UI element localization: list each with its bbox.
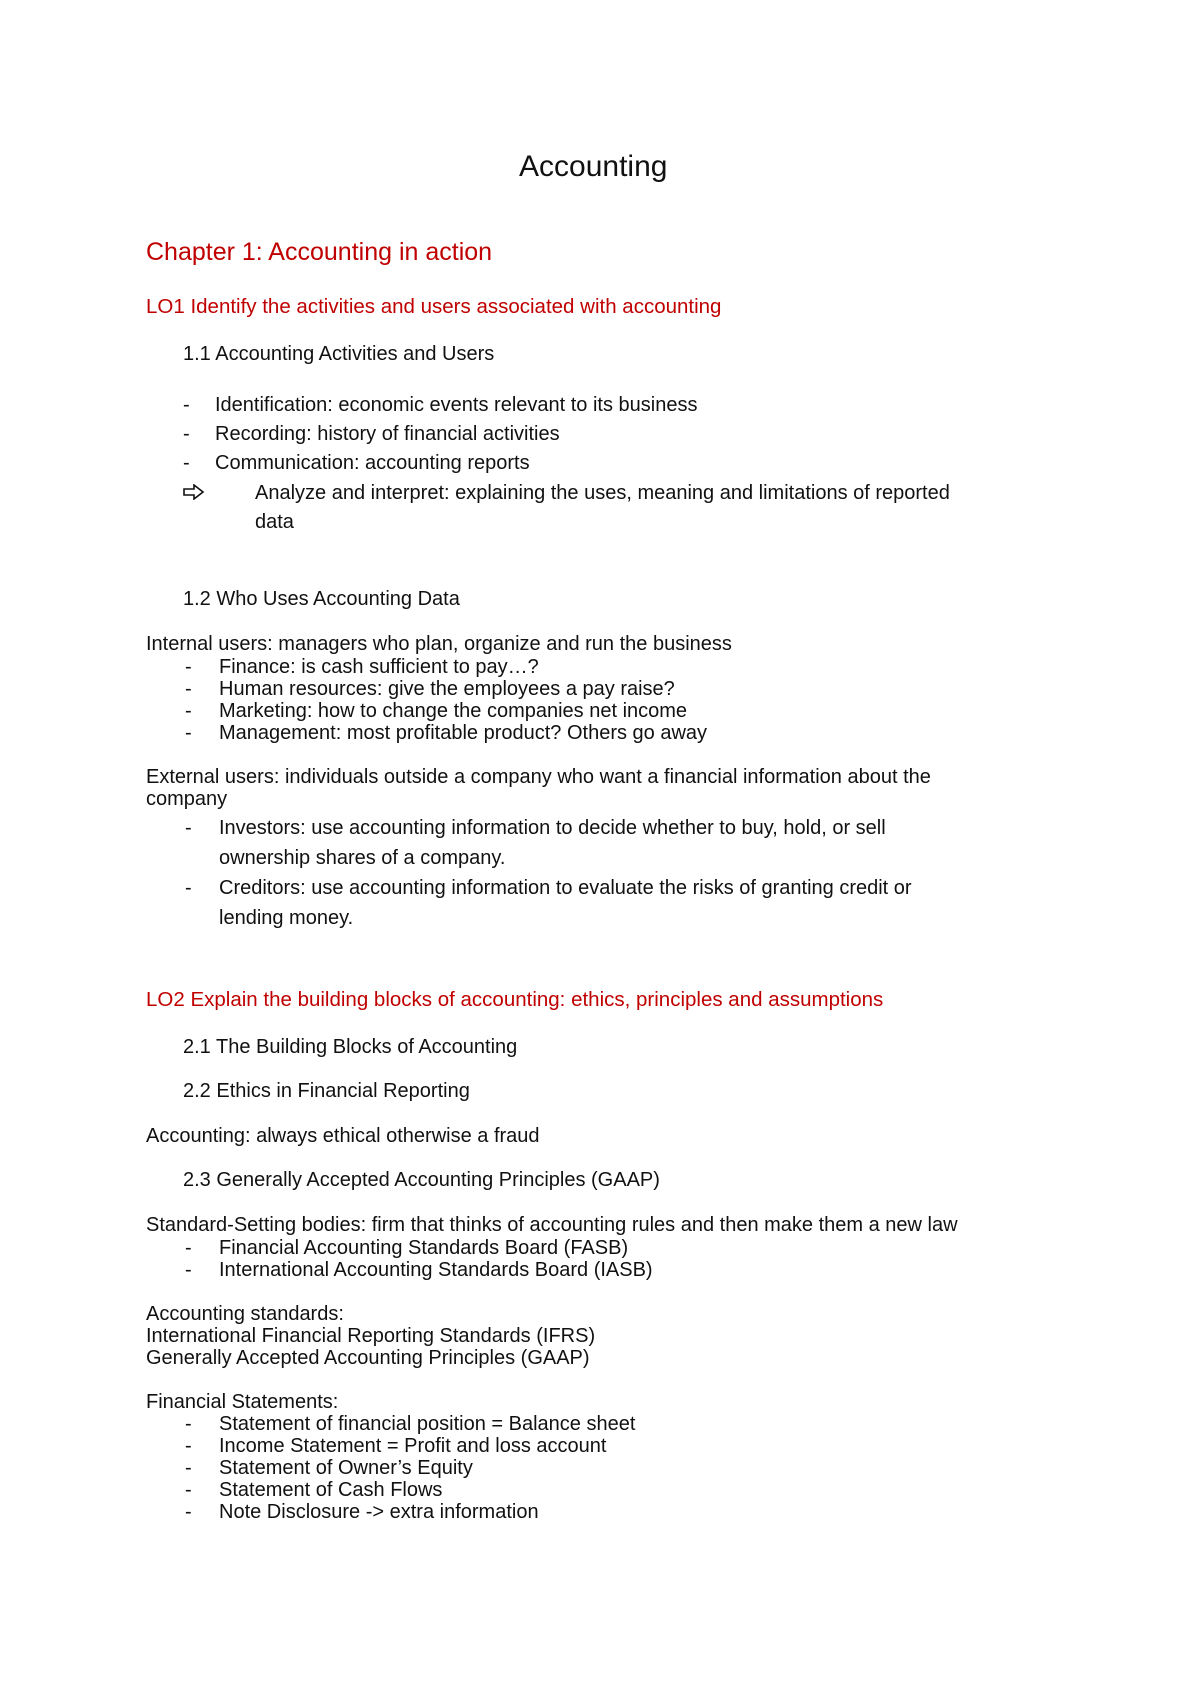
list-item: Marketing: how to change the companies net income [219, 700, 688, 722]
bullet-dash: - [185, 877, 192, 899]
list-item: Note Disclosure -> extra information [219, 1501, 539, 1523]
bullet-dash: - [185, 1479, 192, 1501]
section-2-1-heading: 2.1 The Building Blocks of Accounting [183, 1036, 518, 1058]
standard-setting-intro: Standard-Setting bodies: firm that thinks of accounting rules and then make them a new law [146, 1214, 958, 1236]
section-2-2-heading: 2.2 Ethics in Financial Reporting [183, 1080, 470, 1102]
standards-line: International Financial Reporting Standards (IFRS) [146, 1325, 596, 1347]
external-users-intro-line1: External users: individuals outside a company who want a financial information about the [146, 766, 931, 788]
list-item: Statement of financial position = Balance sheet [219, 1413, 636, 1435]
bullet-dash: - [185, 1501, 192, 1523]
bullet-dash: - [185, 817, 192, 839]
list-item-line1: Creditors: use accounting information to evaluate the risks of granting credit or [219, 877, 912, 899]
standards-line: Generally Accepted Accounting Principles (GAAP) [146, 1347, 590, 1369]
ethics-note: Accounting: always ethical otherwise a fraud [146, 1125, 540, 1147]
bullet-dash: - [183, 452, 190, 474]
external-users-intro-line2: company [146, 788, 228, 810]
list-item-line2: ownership shares of a company. [219, 847, 506, 869]
section-1-2-heading: 1.2 Who Uses Accounting Data [183, 588, 460, 610]
list-item: Statement of Cash Flows [219, 1479, 443, 1501]
standards-label: Accounting standards: [146, 1303, 344, 1325]
list-item: International Accounting Standards Board (IASB) [219, 1259, 653, 1281]
section-2-3-heading: 2.3 Generally Accepted Accounting Principles (GAAP) [183, 1169, 660, 1191]
list-item: Statement of Owner’s Equity [219, 1457, 473, 1479]
bullet-dash: - [183, 394, 190, 416]
statements-label: Financial Statements: [146, 1391, 339, 1413]
lo2-heading: LO2 Explain the building blocks of accounting: ethics, principles and assumptions [146, 988, 884, 1011]
list-item: Finance: is cash sufficient to pay…? [219, 656, 539, 678]
bullet-dash: - [185, 700, 192, 722]
list-item-line2: lending money. [219, 907, 354, 929]
arrow-right-outline-icon [183, 484, 205, 505]
bullet-dash: - [185, 1413, 192, 1435]
list-item: Income Statement = Profit and loss account [219, 1435, 607, 1457]
list-item: Human resources: give the employees a pay raise? [219, 678, 675, 700]
bullet-dash: - [185, 1259, 192, 1281]
list-item: Communication: accounting reports [215, 452, 530, 474]
lo1-heading: LO1 Identify the activities and users associated with accounting [146, 295, 722, 318]
list-item-arrow-line1: Analyze and interpret: explaining the uses, meaning and limitations of reported [255, 482, 950, 504]
list-item: Management: most profitable product? Others go away [219, 722, 708, 744]
page-title: Accounting [519, 150, 668, 183]
bullet-dash: - [185, 1435, 192, 1457]
bullet-dash: - [185, 1237, 192, 1259]
bullet-dash: - [185, 722, 192, 744]
internal-users-intro: Internal users: managers who plan, organize and run the business [146, 633, 732, 655]
list-item: Identification: economic events relevant to its business [215, 394, 698, 416]
list-item: Financial Accounting Standards Board (FASB) [219, 1237, 629, 1259]
list-item: Recording: history of financial activities [215, 423, 560, 445]
list-item-arrow-line2: data [255, 511, 294, 533]
bullet-dash: - [185, 656, 192, 678]
bullet-dash: - [185, 1457, 192, 1479]
section-1-1-heading: 1.1 Accounting Activities and Users [183, 343, 495, 365]
chapter-heading: Chapter 1: Accounting in action [146, 238, 493, 266]
list-item-line1: Investors: use accounting information to decide whether to buy, hold, or sell [219, 817, 886, 839]
bullet-dash: - [183, 423, 190, 445]
bullet-dash: - [185, 678, 192, 700]
